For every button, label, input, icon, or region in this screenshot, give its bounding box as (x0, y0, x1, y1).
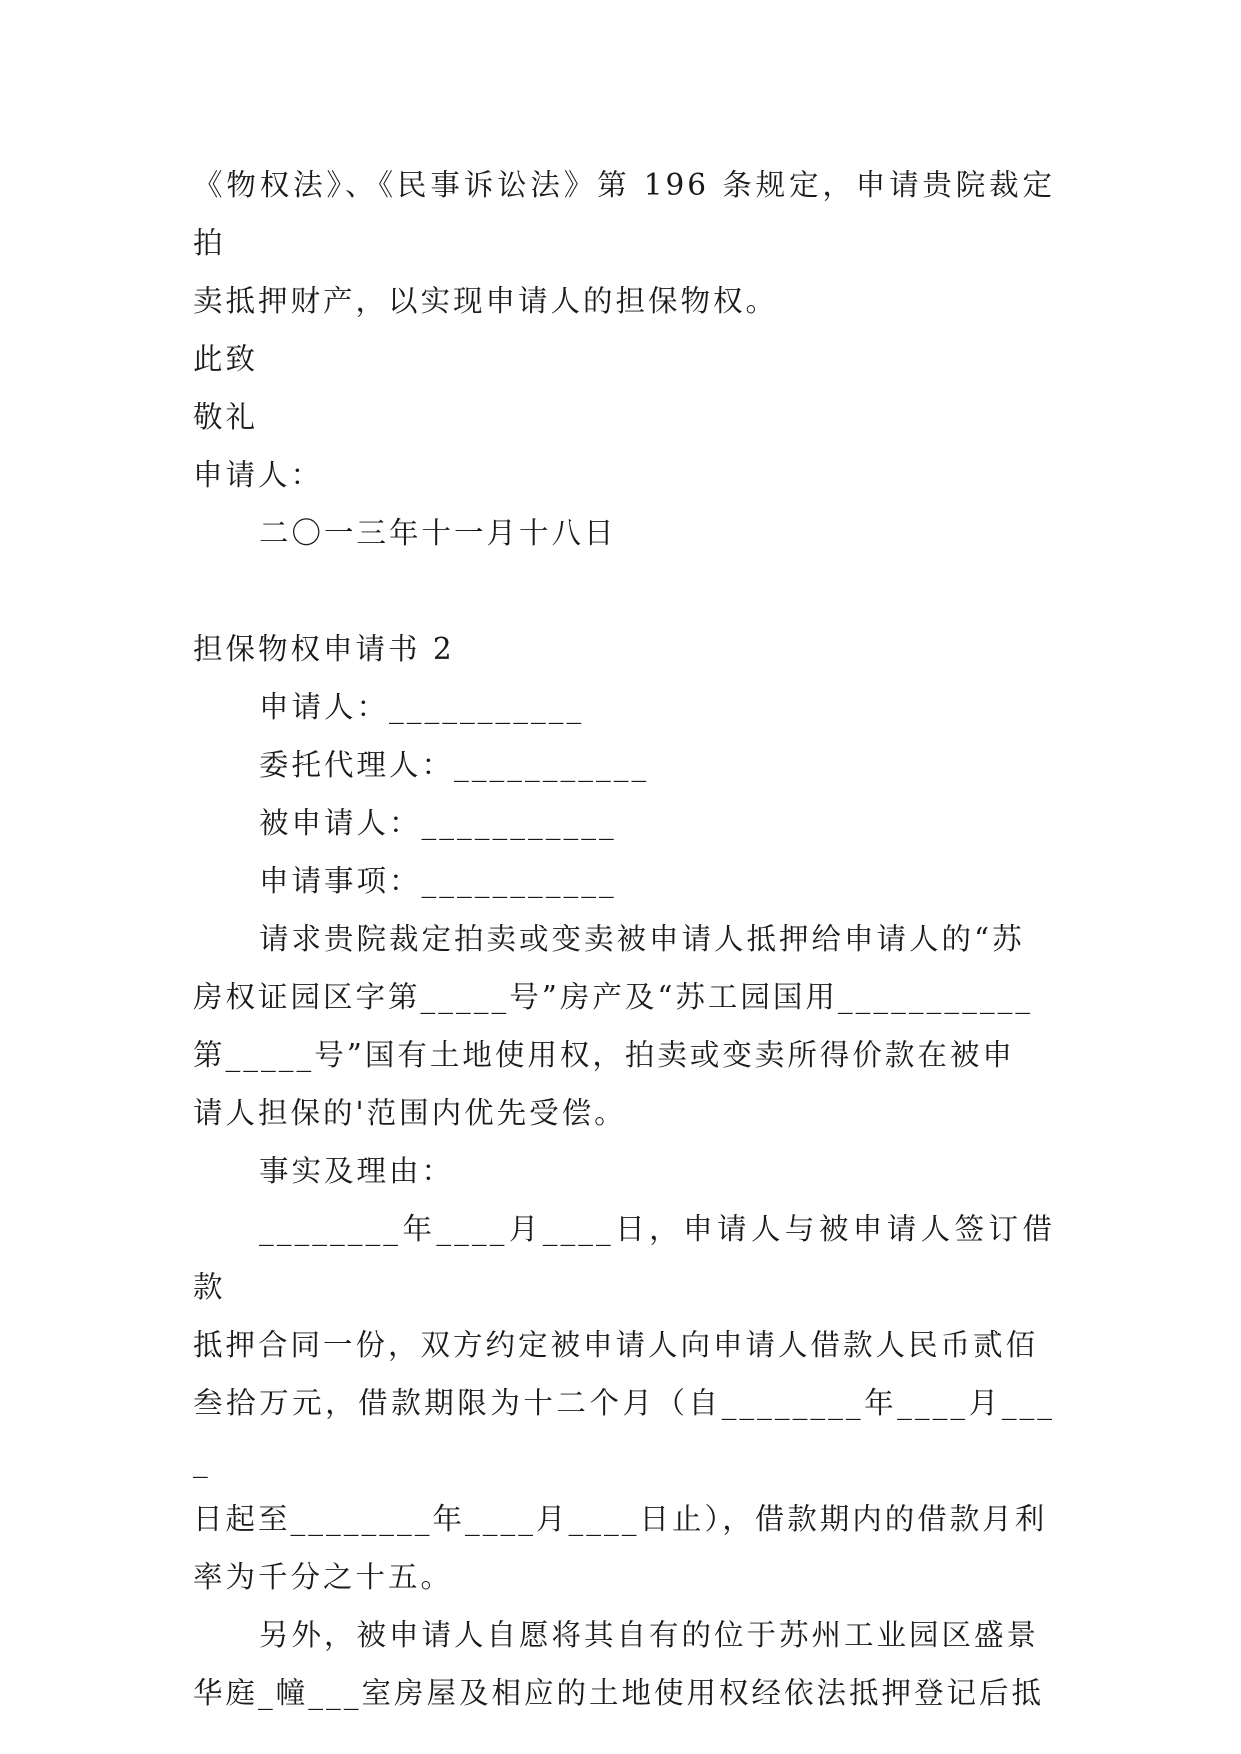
salutation-jing-li: 敬礼 (193, 400, 259, 434)
text-line: 抵押合同一份，双方约定被申请人向申请人借款人民币贰佰 (193, 1328, 1039, 1362)
text-line: 卖抵押财产，以实现申请人的担保物权。 (193, 284, 779, 318)
text-line: 另外，被申请人自愿将其自有的位于苏州工业园区盛景 (259, 1618, 1040, 1652)
text-line: 第_____号”国有土地使用权，拍卖或变卖所得价款在被申 (193, 1038, 1015, 1072)
salutation-ci-zhi: 此致 (193, 342, 259, 376)
text-line: 日起至________年____月____日止），借款期内的借款月利 (193, 1502, 1048, 1536)
text-line: 华庭_幢___室房屋及相应的土地使用权经依法抵押登记后抵 (193, 1676, 1045, 1710)
section-title: 担保物权申请书 2 (193, 632, 455, 666)
facts-heading: 事实及理由： (259, 1154, 455, 1188)
text-line: 房权证园区字第_____号”房产及“苏工园国用___________ (193, 980, 1034, 1014)
document-page (193, 156, 1055, 1722)
field-applicant: 申请人：___________ (259, 690, 585, 724)
text-line: 《物权法》、《民事诉讼法》第 196 条规定，申请贵院裁定拍 (193, 168, 1055, 260)
text-line: 请人担保的'范围内优先受偿。 (193, 1096, 627, 1130)
document-date: 二〇一三年十一月十八日 (259, 516, 617, 550)
field-matters: 申请事项：___________ (259, 864, 617, 898)
paragraph-legal-basis (193, 156, 1055, 330)
text-line: 率为千分之十五。 (193, 1560, 454, 1594)
paragraph-additional (193, 1606, 1055, 1722)
field-agent: 委托代理人：___________ (259, 748, 650, 782)
text-line: 叁拾万元，借款期限为十二个月（自________年____月____ (193, 1386, 1055, 1478)
paragraph-request (193, 910, 1055, 1142)
applicant-signature: 申请人： (193, 458, 324, 492)
text-line: 请求贵院裁定拍卖或变卖被申请人抵押给申请人的“苏 (259, 922, 1025, 956)
paragraph-facts (193, 1200, 1055, 1606)
text-line: ________年____月____日，申请人与被申请人签订借款 (193, 1212, 1055, 1304)
section-gap (193, 562, 1055, 620)
field-respondent: 被申请人：___________ (259, 806, 617, 840)
